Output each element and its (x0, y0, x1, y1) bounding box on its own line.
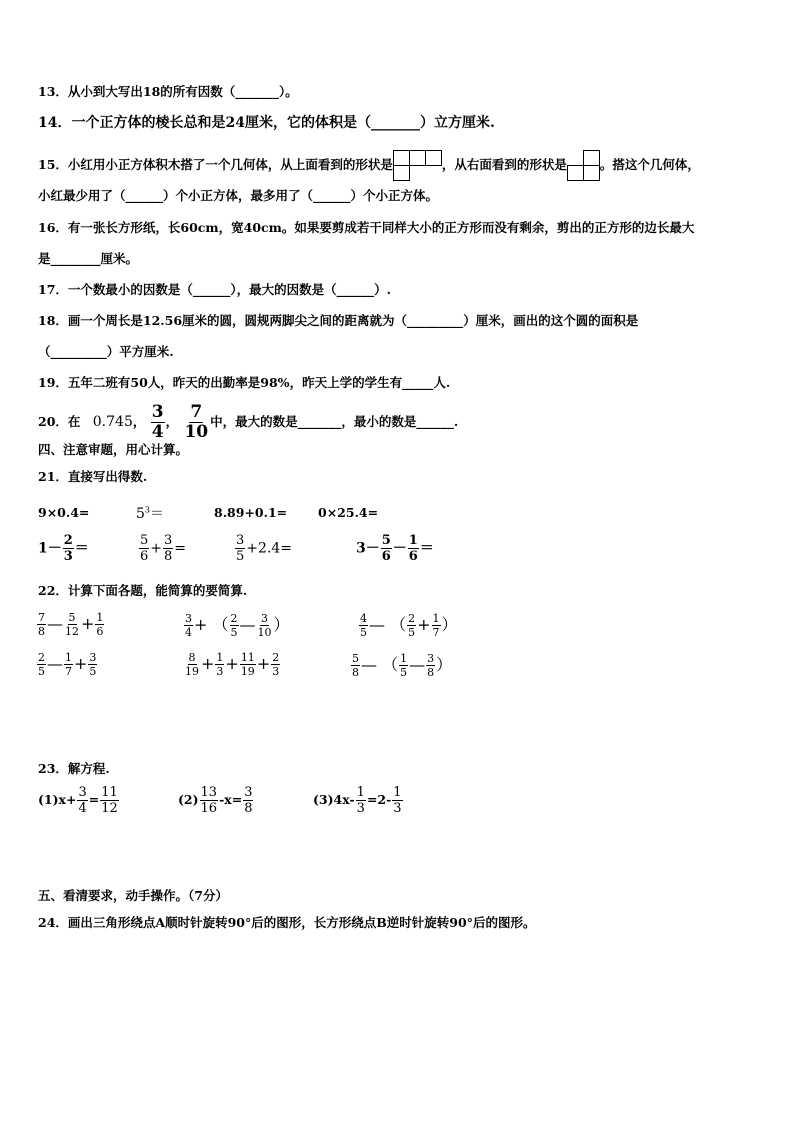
operator: + (81, 614, 95, 633)
fraction: $\frac{5}{12}$ (65, 611, 79, 638)
calc-21-b (136, 503, 164, 523)
fraction: $\frac{5}{6}$ (140, 533, 149, 564)
equals-sign: ＝ (74, 540, 89, 557)
calc-21-e (38, 534, 89, 563)
calc-22-c (358, 612, 458, 638)
operator: + (201, 654, 215, 673)
question-21: 21．直接写出得数. (38, 469, 148, 484)
question-16-line1: 16．有一张长方形纸，长60cm，宽40cm。如果要剪成若干同样大小的正方形而没有剩余，剪出的正方形的边长最大 (38, 220, 695, 235)
question-18-line2: （_________）平方厘米. (38, 344, 174, 359)
calc-21-c: 8.89+0.1= (214, 505, 288, 520)
operator: — (239, 615, 256, 634)
fraction: $\frac{1}{7}$ (65, 651, 72, 678)
question-15-text-b: ，从右面看到的形状是 (441, 157, 567, 172)
fraction: $\frac{3}{4}$ (78, 785, 87, 816)
fraction: $\frac{4}{5}$ (360, 612, 367, 639)
question-20-sep-2: ， (165, 414, 179, 429)
section-5-heading: 五、看清要求，动手操作。（7分） (38, 888, 228, 903)
question-22: 22．计算下面各题，能简算的要简算. (38, 583, 248, 598)
question-23: 23．解方程. (38, 761, 110, 776)
fraction: $\frac{2}{3}$ (63, 533, 73, 564)
operator: + （ (194, 615, 229, 634)
equals-sign: = (174, 540, 187, 557)
fraction: $\frac{11}{19}$ (240, 651, 255, 678)
fraction-seven-tenths: $\frac{7}{10}$ (184, 402, 209, 442)
fraction: $\frac{1}{6}$ (96, 611, 104, 638)
operator: － (392, 540, 407, 557)
expr-prefix: (2) (178, 792, 199, 807)
equals-sign: ＝ (150, 506, 165, 522)
calc-22-b (183, 612, 290, 638)
operator: — (409, 655, 426, 674)
operator: — (47, 614, 63, 633)
power-base: 5 (136, 506, 145, 522)
question-16-line2: 是________厘米。 (38, 251, 139, 266)
right-view-figure (567, 150, 600, 181)
question-15-text-c: 。搭这个几何体， (599, 157, 700, 172)
repeating-decimal: 0.745 (92, 414, 133, 430)
question-15-text-a: 15．小红用小正方体积木搭了一个几何体，从上面看到的形状是 (38, 157, 393, 172)
expr-prefix: (1)x+ (38, 792, 77, 807)
close-paren: ） (436, 655, 453, 674)
fraction: $\frac{8}{19}$ (185, 651, 199, 678)
question-19: 19．五年二班有50人，昨天的出勤率是98%，昨天上学的学生有_____人. (38, 375, 451, 390)
calc-21-a: 9×0.4= (38, 505, 90, 520)
fraction: $\frac{3}{5}$ (89, 651, 97, 678)
question-14: 14．一个正方体的棱长总和是24厘米，它的体积是（_______）立方厘米. (38, 115, 495, 131)
fraction: $\frac{11}{12}$ (101, 785, 118, 816)
question-20-text-b: 中，最大的数是_______，最小的数是______. (210, 414, 459, 429)
fraction: $\frac{3}{5}$ (236, 533, 245, 564)
question-24: 24．画出三角形绕点A顺时针旋转90°后的图形，长方形绕点B逆时针旋转90°后的图形。 (38, 915, 536, 930)
operator: — （ (369, 615, 407, 634)
question-20 (38, 404, 458, 441)
fraction-three-quarters: $\frac{3}{4}$ (151, 402, 164, 442)
question-15-line2: 小红最少用了（______）个小正方体，最多用了（______）个小正方体。 (38, 188, 439, 203)
fraction: $\frac{3}{8}$ (164, 533, 173, 564)
operator: + (225, 654, 239, 673)
equation-1 (38, 786, 120, 815)
power-exponent: 3 (144, 505, 151, 515)
fraction: $\frac{3}{8}$ (427, 652, 435, 679)
fraction: $\frac{2}{5}$ (230, 612, 238, 639)
operator: + (74, 654, 88, 673)
question-18-line1: 18．画一个周长是12.56厘米的圆，圆规两脚尖之间的距离就为（_________）厘米，画出的这个圆的面积是 (38, 313, 639, 328)
question-20-sep-1: ， (132, 414, 146, 429)
expr-suffix: +2.4= (246, 540, 293, 557)
expr-prefix: 1－ (38, 540, 62, 557)
fraction: $\frac{1}{7}$ (432, 612, 440, 639)
calc-22-a (36, 612, 105, 637)
equals-sign: = (88, 792, 100, 807)
fraction: $\frac{3}{4}$ (185, 612, 192, 639)
top-view-figure (393, 150, 442, 181)
question-20-text-a: 20．在 (38, 414, 81, 429)
fraction: $\frac{2}{5}$ (408, 612, 416, 639)
operator: + (150, 540, 163, 557)
fraction: $\frac{3}{10}$ (257, 612, 272, 639)
fraction: $\frac{1}{3}$ (216, 651, 224, 678)
calc-22-d (36, 652, 98, 677)
operator: + (417, 615, 431, 634)
equation-3 (313, 786, 404, 815)
question-13: 13．从小到大写出18的所有因数（_______）。 (38, 84, 298, 99)
question-15-line1 (38, 150, 700, 181)
operator: + (256, 654, 271, 673)
fraction: $\frac{2}{3}$ (272, 651, 280, 678)
fraction: $\frac{5}{8}$ (352, 652, 359, 679)
calc-21-h (356, 534, 434, 563)
fraction: $\frac{3}{8}$ (244, 785, 253, 816)
operator: — （ (361, 655, 399, 674)
close-paren: ） (273, 615, 290, 634)
section-4-heading: 四、注意审题，用心计算。 (38, 442, 189, 457)
expr-middle: =2- (366, 792, 392, 807)
fraction: $\frac{1}{5}$ (400, 652, 408, 679)
equation-2 (178, 786, 254, 815)
calc-21-d: 0×25.4= (318, 505, 379, 520)
calc-22-f (350, 652, 452, 678)
calc-22-e (183, 652, 281, 677)
fraction: $\frac{5}{6}$ (381, 533, 391, 564)
fraction: $\frac{1}{3}$ (393, 785, 402, 816)
calc-21-g (234, 534, 292, 563)
expr-prefix: 3－ (356, 540, 380, 557)
fraction: $\frac{1}{6}$ (408, 533, 418, 564)
fraction: $\frac{7}{8}$ (38, 611, 45, 638)
equals-sign: ＝ (419, 540, 434, 557)
question-17: 17．一个数最小的因数是（______），最大的因数是（______）. (38, 282, 391, 297)
fraction: $\frac{13}{16}$ (200, 785, 218, 816)
fraction: $\frac{1}{3}$ (356, 785, 365, 816)
close-paren: ） (441, 615, 458, 634)
fraction: $\frac{2}{5}$ (38, 651, 45, 678)
operator: — (47, 654, 63, 673)
calc-21-f (138, 534, 186, 563)
expr-middle: -x= (219, 792, 243, 807)
expr-prefix: (3)4x- (313, 792, 355, 807)
